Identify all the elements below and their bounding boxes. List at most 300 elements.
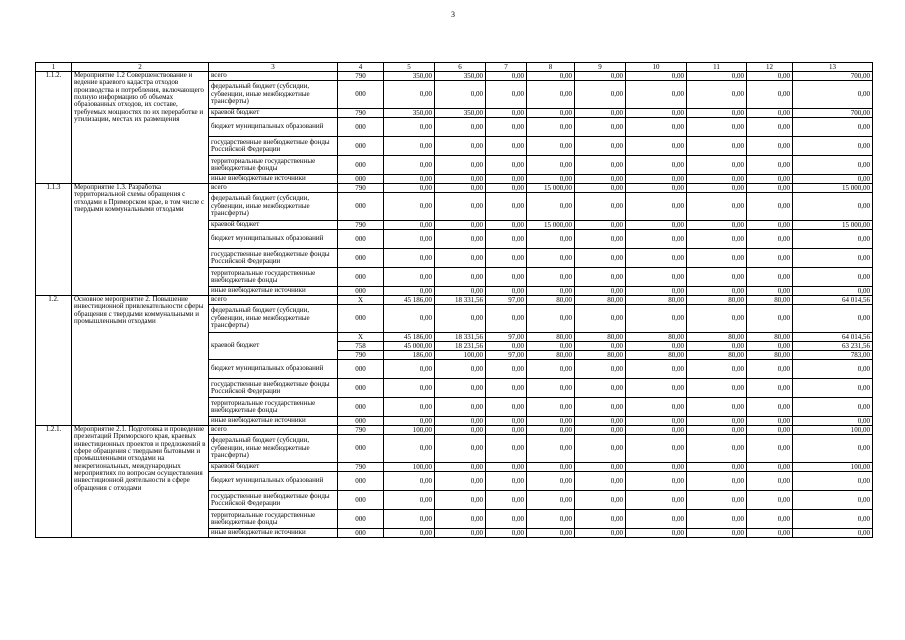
- table-row: [36, 426, 873, 435]
- amount-cell: 0,00: [435, 426, 486, 435]
- budget-code: 000: [338, 398, 384, 417]
- amount-cell: 0,00: [527, 510, 575, 529]
- amount-cell: 0,00: [435, 472, 486, 491]
- budget-code: 000: [338, 118, 384, 137]
- amount-cell: 0,00: [575, 137, 626, 156]
- amount-cell: 0,00: [435, 360, 486, 379]
- funding-source: федеральный бюджет (субсидии, субвенции, иные межбюджетные трансферты): [209, 435, 338, 463]
- budget-code: 000: [338, 379, 384, 398]
- amount-cell: 0,00: [626, 221, 687, 230]
- amount-cell: 0,00: [486, 491, 527, 510]
- amount-cell: 0,00: [435, 287, 486, 296]
- amount-cell: 100,00: [793, 426, 873, 435]
- amount-cell: 0,00: [575, 109, 626, 118]
- amount-cell: 0,00: [626, 379, 687, 398]
- budget-code: X: [338, 296, 384, 305]
- amount-cell: 0,00: [575, 249, 626, 268]
- budget-code: 790: [338, 463, 384, 472]
- amount-cell: 0,00: [486, 360, 527, 379]
- amount-cell: 0,00: [793, 379, 873, 398]
- amount-cell: 0,00: [793, 230, 873, 249]
- amount-cell: 0,00: [486, 193, 527, 221]
- amount-cell: 700,00: [793, 72, 873, 81]
- amount-cell: 0,00: [626, 529, 687, 538]
- page-number: 3: [451, 10, 455, 19]
- amount-cell: 0,00: [435, 184, 486, 193]
- amount-cell: 0,00: [575, 305, 626, 333]
- amount-cell: 0,00: [747, 221, 793, 230]
- funding-source: территориальные государственные внебюджетные фонды: [209, 268, 338, 287]
- column-number: 3: [209, 63, 338, 72]
- amount-cell: 0,00: [527, 379, 575, 398]
- amount-cell: 0,00: [527, 398, 575, 417]
- amount-cell: 0,00: [747, 175, 793, 184]
- amount-cell: 80,00: [747, 351, 793, 360]
- amount-cell: 0,00: [575, 463, 626, 472]
- budget-code: 000: [338, 249, 384, 268]
- amount-cell: 0,00: [527, 109, 575, 118]
- amount-cell: 0,00: [626, 156, 687, 175]
- amount-cell: 0,00: [575, 491, 626, 510]
- amount-cell: 80,00: [687, 333, 747, 342]
- amount-cell: 0,00: [793, 81, 873, 109]
- amount-cell: 186,00: [384, 351, 435, 360]
- budget-code: 758: [338, 342, 384, 351]
- amount-cell: 0,00: [486, 426, 527, 435]
- amount-cell: 80,00: [575, 351, 626, 360]
- amount-cell: 0,00: [575, 417, 626, 426]
- amount-cell: 80,00: [575, 333, 626, 342]
- amount-cell: 0,00: [384, 529, 435, 538]
- amount-cell: 0,00: [747, 137, 793, 156]
- amount-cell: 0,00: [384, 137, 435, 156]
- funding-source: всего: [209, 296, 338, 305]
- amount-cell: 0,00: [687, 249, 747, 268]
- amount-cell: 0,00: [384, 417, 435, 426]
- budget-code: 000: [338, 529, 384, 538]
- budget-code: 000: [338, 287, 384, 296]
- amount-cell: 0,00: [626, 268, 687, 287]
- amount-cell: 0,00: [486, 342, 527, 351]
- amount-cell: 0,00: [793, 268, 873, 287]
- amount-cell: 0,00: [793, 287, 873, 296]
- amount-cell: 80,00: [747, 296, 793, 305]
- budget-code: 790: [338, 72, 384, 81]
- budget-code: 790: [338, 426, 384, 435]
- funding-source: федеральный бюджет (субсидии, субвенции, иные межбюджетные трансферты): [209, 193, 338, 221]
- amount-cell: 0,00: [575, 472, 626, 491]
- amount-cell: 0,00: [527, 529, 575, 538]
- amount-cell: 0,00: [687, 491, 747, 510]
- amount-cell: 0,00: [687, 118, 747, 137]
- amount-cell: 0,00: [486, 72, 527, 81]
- amount-cell: 0,00: [747, 529, 793, 538]
- amount-cell: 0,00: [575, 184, 626, 193]
- funding-source: государственные внебюджетные фонды Российской Федерации: [209, 137, 338, 156]
- amount-cell: 0,00: [527, 491, 575, 510]
- funding-source: бюджет муниципальных образований: [209, 472, 338, 491]
- budget-code: 000: [338, 435, 384, 463]
- amount-cell: 15 000,00: [527, 184, 575, 193]
- amount-cell: 0,00: [687, 463, 747, 472]
- funding-source: территориальные государственные внебюджетные фонды: [209, 510, 338, 529]
- amount-cell: 0,00: [575, 398, 626, 417]
- amount-cell: 0,00: [384, 268, 435, 287]
- funding-source: краевой бюджет: [209, 221, 338, 230]
- funding-source: иные внебюджетные источники: [209, 175, 338, 184]
- amount-cell: 0,00: [687, 137, 747, 156]
- amount-cell: 0,00: [687, 435, 747, 463]
- amount-cell: 0,00: [626, 230, 687, 249]
- funding-source: краевой бюджет: [209, 463, 338, 472]
- amount-cell: 0,00: [384, 118, 435, 137]
- amount-cell: 0,00: [687, 221, 747, 230]
- amount-cell: 0,00: [626, 472, 687, 491]
- amount-cell: 0,00: [435, 398, 486, 417]
- amount-cell: 0,00: [435, 193, 486, 221]
- amount-cell: 0,00: [527, 175, 575, 184]
- amount-cell: 0,00: [747, 72, 793, 81]
- amount-cell: 0,00: [435, 510, 486, 529]
- amount-cell: 0,00: [575, 426, 626, 435]
- amount-cell: 0,00: [486, 184, 527, 193]
- amount-cell: 18 331,56: [435, 296, 486, 305]
- amount-cell: 0,00: [747, 417, 793, 426]
- funding-source: территориальные государственные внебюджетные фонды: [209, 156, 338, 175]
- amount-cell: 0,00: [747, 230, 793, 249]
- amount-cell: 0,00: [747, 510, 793, 529]
- column-number: 8: [527, 63, 575, 72]
- amount-cell: 0,00: [687, 184, 747, 193]
- amount-cell: 0,00: [527, 360, 575, 379]
- amount-cell: 0,00: [687, 398, 747, 417]
- amount-cell: 0,00: [527, 249, 575, 268]
- budget-code: 000: [338, 491, 384, 510]
- column-number: 9: [575, 63, 626, 72]
- amount-cell: 0,00: [435, 249, 486, 268]
- funding-source: территориальные государственные внебюджетные фонды: [209, 398, 338, 417]
- amount-cell: 0,00: [747, 156, 793, 175]
- amount-cell: 45 186,00: [384, 333, 435, 342]
- amount-cell: 0,00: [435, 417, 486, 426]
- amount-cell: 0,00: [687, 510, 747, 529]
- amount-cell: 64 014,56: [793, 296, 873, 305]
- amount-cell: 0,00: [687, 156, 747, 175]
- amount-cell: 0,00: [793, 417, 873, 426]
- amount-cell: 0,00: [384, 491, 435, 510]
- amount-cell: 0,00: [486, 529, 527, 538]
- item-number: 1.2.: [36, 296, 72, 426]
- column-number: 4: [338, 63, 384, 72]
- amount-cell: 0,00: [435, 221, 486, 230]
- amount-cell: 0,00: [384, 193, 435, 221]
- amount-cell: 0,00: [747, 193, 793, 221]
- item-number: 1.1.3: [36, 184, 72, 296]
- amount-cell: 0,00: [747, 435, 793, 463]
- amount-cell: 0,00: [687, 305, 747, 333]
- amount-cell: 0,00: [486, 221, 527, 230]
- amount-cell: 0,00: [793, 249, 873, 268]
- amount-cell: 80,00: [626, 333, 687, 342]
- budget-code: 790: [338, 351, 384, 360]
- funding-source: бюджет муниципальных образований: [209, 118, 338, 137]
- amount-cell: 0,00: [747, 305, 793, 333]
- amount-cell: 0,00: [687, 426, 747, 435]
- amount-cell: 0,00: [384, 305, 435, 333]
- funding-source: краевой бюджет: [209, 333, 338, 360]
- budget-code: 000: [338, 510, 384, 529]
- amount-cell: 0,00: [575, 435, 626, 463]
- amount-cell: 0,00: [747, 109, 793, 118]
- budget-code: 000: [338, 81, 384, 109]
- amount-cell: 0,00: [384, 230, 435, 249]
- amount-cell: 0,00: [687, 417, 747, 426]
- amount-cell: 0,00: [626, 249, 687, 268]
- amount-cell: 0,00: [575, 81, 626, 109]
- amount-cell: 0,00: [384, 472, 435, 491]
- amount-cell: 350,00: [384, 109, 435, 118]
- amount-cell: 0,00: [575, 118, 626, 137]
- amount-cell: 0,00: [527, 342, 575, 351]
- amount-cell: 0,00: [435, 230, 486, 249]
- amount-cell: 0,00: [384, 435, 435, 463]
- amount-cell: 80,00: [747, 333, 793, 342]
- amount-cell: 0,00: [575, 360, 626, 379]
- funding-source: всего: [209, 426, 338, 435]
- amount-cell: 0,00: [527, 230, 575, 249]
- budget-code: X: [338, 333, 384, 342]
- amount-cell: 0,00: [793, 398, 873, 417]
- amount-cell: 0,00: [486, 417, 527, 426]
- funding-source: иные внебюджетные источники: [209, 287, 338, 296]
- table-row: [36, 184, 873, 193]
- funding-table: [35, 62, 873, 538]
- amount-cell: 0,00: [687, 175, 747, 184]
- amount-cell: 0,00: [793, 529, 873, 538]
- amount-cell: 97,00: [486, 296, 527, 305]
- amount-cell: 0,00: [575, 379, 626, 398]
- amount-cell: 0,00: [747, 118, 793, 137]
- amount-cell: 0,00: [793, 118, 873, 137]
- amount-cell: 0,00: [626, 193, 687, 221]
- amount-cell: 0,00: [486, 137, 527, 156]
- amount-cell: 0,00: [687, 268, 747, 287]
- amount-cell: 0,00: [527, 268, 575, 287]
- amount-cell: 0,00: [747, 379, 793, 398]
- amount-cell: 0,00: [747, 268, 793, 287]
- amount-cell: 0,00: [384, 398, 435, 417]
- amount-cell: 0,00: [793, 156, 873, 175]
- amount-cell: 0,00: [747, 491, 793, 510]
- amount-cell: 0,00: [435, 379, 486, 398]
- amount-cell: 0,00: [747, 472, 793, 491]
- amount-cell: 0,00: [575, 156, 626, 175]
- amount-cell: 100,00: [384, 463, 435, 472]
- amount-cell: 0,00: [486, 435, 527, 463]
- budget-code: 000: [338, 305, 384, 333]
- table-body: [36, 63, 873, 538]
- amount-cell: 63 231,56: [793, 342, 873, 351]
- amount-cell: 0,00: [384, 379, 435, 398]
- column-number-row: [36, 63, 873, 72]
- amount-cell: 15 000,00: [793, 184, 873, 193]
- amount-cell: 700,00: [793, 109, 873, 118]
- budget-code: 000: [338, 268, 384, 287]
- budget-code: 000: [338, 472, 384, 491]
- amount-cell: 0,00: [575, 175, 626, 184]
- amount-cell: 0,00: [687, 360, 747, 379]
- column-number: 5: [384, 63, 435, 72]
- amount-cell: 0,00: [435, 435, 486, 463]
- item-description: Мероприятие 2.1. Подготовка и проведение презентаций Приморского края, краевых инвестиционных проектов и предложений в сфере обращения с твердыми бытовыми и промышленными отходами на межрегиональных, международных мероприятиях по вопросам осуществления инвестиционной деятельности в сфере обращения с отходами: [72, 426, 209, 538]
- amount-cell: 0,00: [747, 360, 793, 379]
- amount-cell: 0,00: [793, 305, 873, 333]
- amount-cell: 0,00: [626, 435, 687, 463]
- amount-cell: 0,00: [384, 156, 435, 175]
- amount-cell: 0,00: [747, 342, 793, 351]
- funding-source: всего: [209, 184, 338, 193]
- amount-cell: 100,00: [384, 426, 435, 435]
- amount-cell: 80,00: [575, 296, 626, 305]
- amount-cell: 0,00: [747, 249, 793, 268]
- amount-cell: 0,00: [575, 529, 626, 538]
- amount-cell: 0,00: [793, 175, 873, 184]
- amount-cell: 45 186,00: [384, 296, 435, 305]
- funding-source: бюджет муниципальных образований: [209, 230, 338, 249]
- amount-cell: 0,00: [747, 426, 793, 435]
- amount-cell: 0,00: [626, 175, 687, 184]
- amount-cell: 0,00: [793, 435, 873, 463]
- amount-cell: 0,00: [486, 81, 527, 109]
- item-description: Мероприятие 1.3. Разработка территориальной схемы обращения с отходами в Приморском крае, в том числе с твердыми коммунальными отходами: [72, 184, 209, 296]
- amount-cell: 0,00: [486, 287, 527, 296]
- amount-cell: 0,00: [435, 463, 486, 472]
- amount-cell: 0,00: [687, 342, 747, 351]
- amount-cell: 0,00: [486, 472, 527, 491]
- funding-source: краевой бюджет: [209, 109, 338, 118]
- amount-cell: 100,00: [435, 351, 486, 360]
- amount-cell: 0,00: [793, 193, 873, 221]
- column-number: 11: [687, 63, 747, 72]
- budget-code: 000: [338, 193, 384, 221]
- amount-cell: 0,00: [687, 379, 747, 398]
- amount-cell: 0,00: [527, 305, 575, 333]
- amount-cell: 0,00: [687, 193, 747, 221]
- column-number: 6: [435, 63, 486, 72]
- column-number: 10: [626, 63, 687, 72]
- amount-cell: 0,00: [527, 137, 575, 156]
- amount-cell: 0,00: [687, 81, 747, 109]
- amount-cell: 80,00: [527, 333, 575, 342]
- amount-cell: 0,00: [687, 472, 747, 491]
- amount-cell: 18 231,56: [435, 342, 486, 351]
- amount-cell: 0,00: [384, 249, 435, 268]
- budget-code: 790: [338, 109, 384, 118]
- amount-cell: 0,00: [575, 342, 626, 351]
- amount-cell: 0,00: [486, 249, 527, 268]
- amount-cell: 0,00: [747, 81, 793, 109]
- amount-cell: 0,00: [626, 137, 687, 156]
- amount-cell: 100,00: [793, 463, 873, 472]
- amount-cell: 80,00: [626, 351, 687, 360]
- funding-source: государственные внебюджетные фонды Российской Федерации: [209, 491, 338, 510]
- amount-cell: 0,00: [575, 230, 626, 249]
- amount-cell: 0,00: [527, 435, 575, 463]
- amount-cell: 0,00: [527, 287, 575, 296]
- amount-cell: 0,00: [626, 118, 687, 137]
- amount-cell: 0,00: [747, 463, 793, 472]
- amount-cell: 0,00: [626, 491, 687, 510]
- amount-cell: 0,00: [626, 305, 687, 333]
- budget-code: 790: [338, 184, 384, 193]
- item-number: 1.2.1.: [36, 426, 72, 538]
- column-number: 7: [486, 63, 527, 72]
- amount-cell: 0,00: [435, 268, 486, 287]
- amount-cell: 80,00: [527, 351, 575, 360]
- amount-cell: 80,00: [687, 296, 747, 305]
- budget-code: 790: [338, 221, 384, 230]
- amount-cell: 0,00: [527, 72, 575, 81]
- amount-cell: 0,00: [793, 472, 873, 491]
- item-description: Мероприятие 1.2 Совершенствование и ведение краевого кадастра отходов производства и потребления, включающего полную информацию об объемах образованных отходов, их составе, требуемых мощностях по их переработке и утилизации, местах их размещения: [72, 72, 209, 184]
- amount-cell: 0,00: [486, 379, 527, 398]
- budget-code: 000: [338, 175, 384, 184]
- amount-cell: 0,00: [626, 72, 687, 81]
- amount-cell: 350,00: [435, 72, 486, 81]
- amount-cell: 18 331,56: [435, 333, 486, 342]
- amount-cell: 0,00: [527, 156, 575, 175]
- amount-cell: 0,00: [486, 109, 527, 118]
- table-row: [36, 296, 873, 305]
- amount-cell: 0,00: [435, 305, 486, 333]
- funding-source: иные внебюджетные источники: [209, 417, 338, 426]
- amount-cell: 0,00: [793, 510, 873, 529]
- amount-cell: 0,00: [626, 417, 687, 426]
- amount-cell: 0,00: [626, 360, 687, 379]
- amount-cell: 0,00: [687, 230, 747, 249]
- amount-cell: 0,00: [626, 342, 687, 351]
- amount-cell: 0,00: [435, 118, 486, 137]
- amount-cell: 0,00: [486, 156, 527, 175]
- item-description: Основное мероприятие 2. Повышение инвестиционной привлекательности сферы обращения с твердыми коммунальными и промышленными отходами: [72, 296, 209, 426]
- amount-cell: 0,00: [384, 175, 435, 184]
- item-number: 1.1.2.: [36, 72, 72, 184]
- amount-cell: 0,00: [435, 175, 486, 184]
- amount-cell: 80,00: [527, 296, 575, 305]
- amount-cell: 0,00: [687, 529, 747, 538]
- budget-code: 000: [338, 156, 384, 175]
- funding-source: всего: [209, 72, 338, 81]
- amount-cell: 0,00: [747, 184, 793, 193]
- amount-cell: 350,00: [435, 109, 486, 118]
- amount-cell: 0,00: [527, 193, 575, 221]
- amount-cell: 0,00: [486, 268, 527, 287]
- amount-cell: 0,00: [575, 193, 626, 221]
- budget-code: 000: [338, 230, 384, 249]
- amount-cell: 0,00: [527, 472, 575, 491]
- amount-cell: 0,00: [687, 287, 747, 296]
- budget-code: 000: [338, 137, 384, 156]
- column-number: 12: [747, 63, 793, 72]
- budget-code: 000: [338, 417, 384, 426]
- amount-cell: 0,00: [486, 510, 527, 529]
- column-number: 2: [72, 63, 209, 72]
- amount-cell: 0,00: [527, 81, 575, 109]
- amount-cell: 0,00: [486, 305, 527, 333]
- amount-cell: 0,00: [687, 109, 747, 118]
- funding-source: бюджет муниципальных образований: [209, 360, 338, 379]
- amount-cell: 0,00: [626, 287, 687, 296]
